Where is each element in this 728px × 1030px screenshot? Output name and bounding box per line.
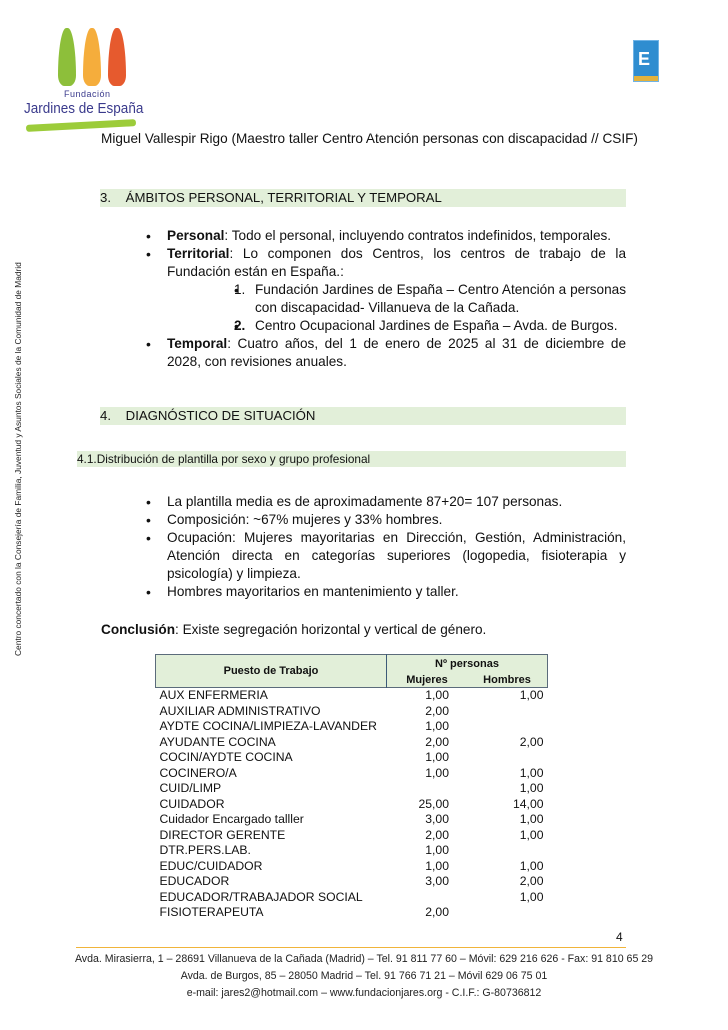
table-row [156, 688, 548, 704]
table-row [156, 843, 548, 859]
col-mujeres: Mujeres [387, 674, 468, 688]
section-title: DIAGNÓSTICO DE SITUACIÓN [125, 408, 316, 423]
cell-hombres: 2,00 [519, 734, 544, 749]
cell-puesto: AUXILIAR ADMINISTRATIVO [159, 703, 321, 718]
subsection-number: 4.1. [77, 452, 97, 466]
conclusion [101, 622, 486, 637]
section-4-list [146, 493, 626, 601]
cell-puesto: DIRECTOR GERENTE [159, 827, 286, 842]
item-label: Territorial [167, 246, 230, 261]
footer-line2: Avda. de Burgos, 85 – 28050 Madrid – Tel. 91 766 71 21 – Móvil 629 06 75 01 [180, 970, 548, 982]
cell-puesto: CUID/LIMP [159, 781, 222, 795]
cell-mujeres: 1,00 [425, 688, 449, 702]
list-item [146, 335, 626, 371]
side-note: Centro concertado con la Consejería de Familia, Juventud y Asuntos Sociales de la Comunidad de Madrid [13, 262, 23, 656]
cell-puesto: AYDTE COCINA/LIMPIEZA-LAVANDER [159, 719, 377, 733]
list-item: • Composición: ~67% mujeres y 33% hombres. [146, 511, 626, 529]
item-label: Temporal [167, 336, 228, 351]
table-row [156, 812, 548, 828]
cell-mujeres: 1,00 [425, 858, 449, 873]
item-text: Fundación Jardines de España – Centro Atención a personas con discapacidad- Villanueva de la Cañada. [255, 282, 626, 315]
cell-mujeres: 1,00 [425, 719, 449, 733]
cell-puesto: AYUDANTE COCINA [159, 734, 276, 749]
table-row [156, 874, 548, 890]
section-title: ÁMBITOS PERSONAL, TERRITORIAL Y TEMPORAL [125, 190, 442, 205]
conclusion-label: Conclusión [101, 622, 176, 637]
section-4-heading [100, 407, 626, 425]
cell-mujeres [387, 890, 468, 906]
table-row [156, 735, 548, 751]
cell-mujeres: 3,00 [425, 812, 449, 826]
centers-list [234, 281, 626, 335]
cell-mujeres: 2,00 [425, 734, 449, 749]
list-item [234, 281, 626, 317]
list-item [146, 245, 626, 335]
cell-puesto: EDUCADOR [159, 874, 230, 888]
cell-mujeres: 2,00 [425, 703, 449, 718]
item-text: : Todo el personal, incluyendo contratos indefinidos, temporales. [224, 228, 612, 243]
table-row [156, 781, 548, 797]
excelencia-europea-badge-icon [633, 40, 659, 82]
footer-divider [76, 947, 626, 948]
item-label: Personal [167, 228, 225, 243]
cell-hombres [467, 750, 548, 766]
section-4-1-heading [77, 451, 626, 467]
item-text: : Lo componen dos Centros, los centros de trabajo de la Fundación están en España.: [167, 246, 626, 279]
table-row [156, 905, 548, 921]
col-puesto: Puesto de Trabajo [156, 655, 387, 688]
tree-green-icon [58, 28, 76, 86]
cell-puesto: COCIN/AYDTE COCINA [159, 750, 293, 764]
badge-letter: E [638, 49, 651, 69]
page-number: 4 [616, 930, 623, 944]
cell-mujeres: 1,00 [425, 843, 449, 857]
list-item: • Hombres mayoritarios en mantenimiento y taller. [146, 583, 626, 601]
footer-line1: Avda. Mirasierra, 1 – 28691 Villanueva de la Cañada (Madrid) – Tel. 91 811 77 60 – Móvil: 629 216 626 - Fax: 91 810 65 29 [74, 953, 654, 965]
table-row [156, 797, 548, 813]
logo-swoosh [26, 119, 136, 132]
cell-puesto: DTR.PERS.LAB. [159, 843, 251, 857]
cell-hombres: 1,00 [519, 688, 544, 702]
col-group: Nº personas [387, 655, 548, 674]
item-number: • 1. [234, 282, 246, 297]
cell-puesto: AUX ENFERMERIA [159, 688, 268, 702]
cell-mujeres [387, 781, 468, 797]
tree-orange-icon [83, 28, 101, 86]
cell-hombres [467, 843, 548, 859]
item-number: • 2. [234, 318, 246, 333]
fundacion-logo [22, 24, 162, 132]
cell-hombres: 1,00 [519, 812, 544, 826]
cell-hombres: 2,00 [519, 874, 544, 888]
cell-mujeres: 1,00 [425, 765, 449, 780]
cell-mujeres: 2,00 [425, 827, 449, 842]
logo-line1: Fundación [64, 89, 111, 99]
cell-puesto: CUIDADOR [159, 796, 225, 811]
cell-hombres: 1,00 [519, 765, 544, 780]
list-item [146, 227, 626, 245]
table-row [156, 750, 548, 766]
badge-bar [634, 76, 658, 81]
author-line: Miguel Vallespir Rigo (Maestro taller Centro Atención personas con discapacidad // CSIF) [101, 131, 638, 146]
item-text: : Cuatro años, del 1 de enero de 2025 al 31 de diciembre de 2028, con revisiones anuales. [167, 336, 626, 369]
footer-line3: e-mail: jares2@hotmail.com – www.fundacionjares.org - C.I.F.: G-80736812 [186, 987, 542, 999]
cell-hombres [467, 905, 548, 921]
list-item: • La plantilla media es de aproximadamente 87+20= 107 personas. [146, 493, 626, 511]
section-number: 3. [100, 190, 111, 205]
table-row [156, 890, 548, 906]
cell-hombres: 1,00 [519, 858, 544, 873]
table-row [156, 704, 548, 720]
conclusion-text: : Existe segregación horizontal y vertical de género. [175, 622, 487, 637]
item-text: Centro Ocupacional Jardines de España – Avda. de Burgos. [255, 318, 618, 333]
cell-puesto: EDUC/CUIDADOR [159, 858, 263, 873]
cell-puesto: FISIOTERAPEUTA [159, 905, 264, 919]
cell-hombres: 1,00 [519, 827, 544, 842]
cell-hombres: 1,00 [519, 781, 544, 795]
table-row [156, 859, 548, 875]
table-row [156, 719, 548, 735]
cell-mujeres: 3,00 [425, 874, 449, 888]
cell-hombres: 1,00 [519, 889, 544, 904]
logo-line2: Jardines de España [24, 100, 144, 117]
table-row [156, 766, 548, 782]
subsection-title: Distribución de plantilla por sexo y grupo profesional [96, 452, 371, 466]
cell-hombres [467, 704, 548, 720]
cell-mujeres: 25,00 [418, 796, 449, 811]
footer [62, 951, 666, 1002]
cell-mujeres: 2,00 [425, 905, 449, 919]
section-3-heading [100, 189, 626, 207]
list-item [234, 317, 626, 335]
staff-table [155, 654, 548, 921]
col-hombres: Hombres [467, 674, 548, 688]
section-number: 4. [100, 408, 111, 423]
table-row [156, 828, 548, 844]
cell-hombres [467, 719, 548, 735]
cell-puesto: Cuidador Encargado talller [159, 812, 304, 826]
cell-mujeres: 1,00 [425, 750, 449, 764]
tree-red-icon [108, 28, 126, 86]
cell-puesto: EDUCADOR/TRABAJADOR SOCIAL [159, 889, 363, 904]
cell-hombres: 14,00 [513, 796, 544, 811]
cell-puesto: COCINERO/A [159, 765, 237, 780]
section-3-list [146, 227, 626, 371]
list-item: • Ocupación: Mujeres mayoritarias en Dirección, Gestión, Administración, Atención directa en categorías superiores (logopedia, fisioterapia y psicología) y limpieza. [146, 529, 626, 583]
